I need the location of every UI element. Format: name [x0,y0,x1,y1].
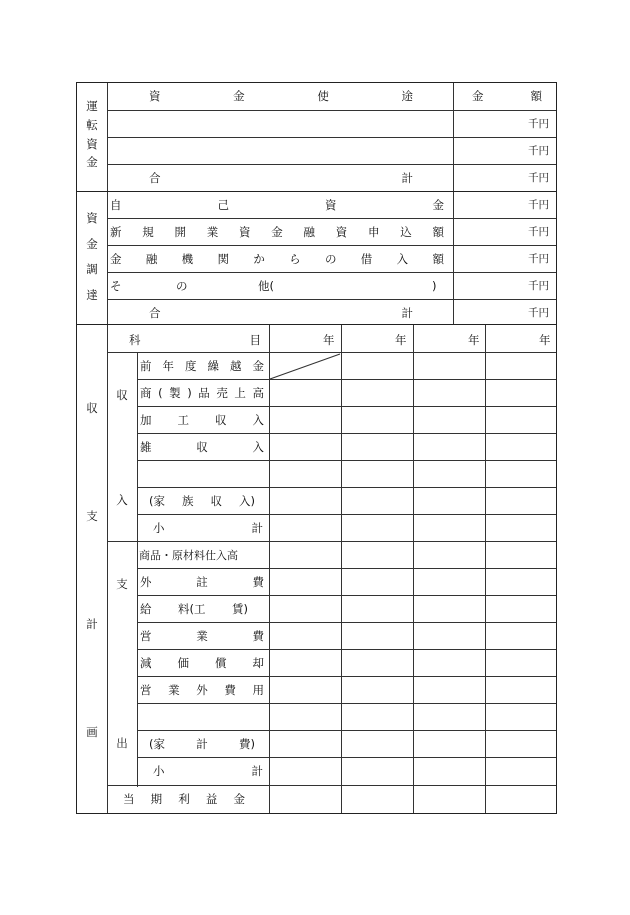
expense-subtotal: 小 計 [153,764,263,778]
funding-row-new-loan-application: 新 規 開 業 資 金 融 資 申 込 額 [110,225,444,239]
unit-label: 千円 [528,253,549,265]
funding-row-bank-borrowing: 金 融 機 関 か ら の 借 入 額 [110,252,444,266]
income-row-sales: 商 ( 製 ) 品 売 上 高 [140,386,264,400]
expense-row-wages: 給 料(工 賃) [140,602,248,616]
expense-row-operating: 営 業 費 [140,629,264,643]
expense-row-outsourcing: 外 註 費 [140,575,264,589]
col-header-usage: 資 金 使 途 [149,89,413,103]
expense-label: 支 出 [116,577,128,750]
col-header-subject: 科 目 [129,333,261,347]
section1-total-label: 合 計 [149,171,413,185]
col-header-year-2: 年 [395,333,407,347]
col-header-amount: 金 額 [472,89,542,103]
unit-label: 千円 [528,145,549,157]
col-header-year-1: 年 [323,333,335,347]
unit-label: 千円 [528,226,549,238]
col-header-year-4: 年 [539,333,551,347]
expense-row-purchases: 商品・原材料仕入高 [139,549,238,562]
income-subtotal: 小 計 [153,521,263,535]
funding-row-other: そ の 他( ) [110,279,437,293]
income-row-processing: 加 工 収 入 [140,413,264,427]
unit-label: 千円 [528,307,549,319]
income-row-misc: 雑 収 入 [140,440,264,454]
expense-row-non-operating: 営 業 外 費 用 [140,683,264,697]
income-row-carryover: 前 年 度 繰 越 金 [140,359,264,373]
section2-total-label: 合 計 [149,306,413,320]
col-header-year-3: 年 [468,333,480,347]
expense-row-household: (家 計 費) [149,737,255,751]
profit-row-label: 当 期 利 益 金 [123,792,245,806]
section3-label: 収 支 計 画 [86,401,98,740]
business-plan-form [76,82,557,814]
income-row-family: (家 族 収 入) [149,494,255,508]
diagonal-slash [269,353,341,380]
expense-row-depreciation: 減 価 償 却 [140,656,264,670]
funding-row-own-funds: 自 己 資 金 [110,198,444,212]
unit-label: 千円 [528,172,549,184]
section2-label: 資 金 調 達 [86,211,98,302]
unit-label: 千円 [528,199,549,211]
section1-label: 運 転 資 金 [86,99,98,170]
income-label: 収 入 [116,388,128,507]
unit-label: 千円 [528,280,549,292]
unit-label: 千円 [528,118,549,130]
